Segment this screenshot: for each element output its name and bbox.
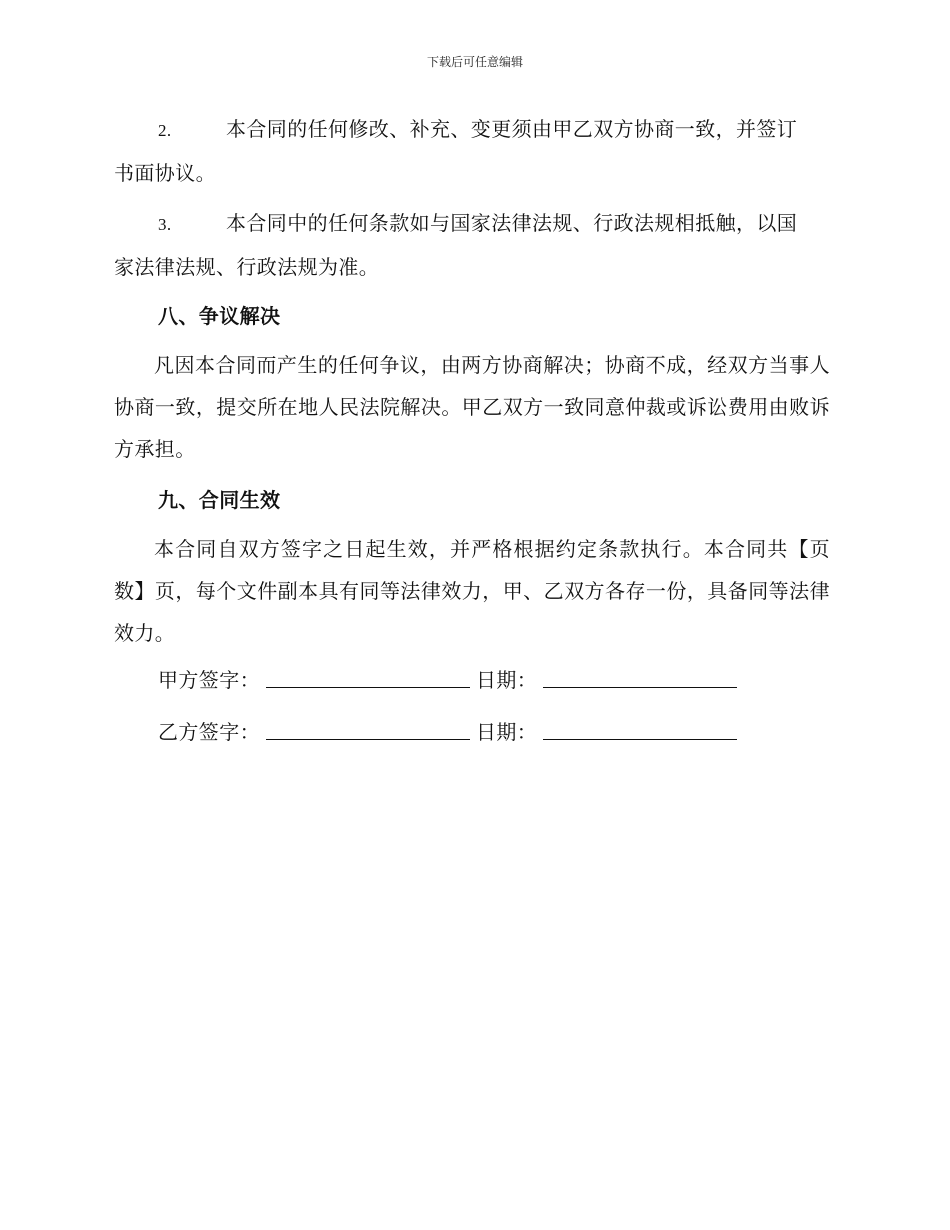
section-body-contract-effect: 本合同自双方签字之日起生效，并严格根据约定条款执行。本合同共【页数】页，每个文件副本具有同等法律效力，甲、乙双方各存一份，具备同等法律效力。 [114, 537, 830, 645]
party-a-signature-line [266, 669, 470, 688]
section-heading-contract-effect: 九、合同生效 [158, 488, 281, 512]
clause-text-line1: 本合同中的任何条款如与国家法律法规、行政法规相抵触，以国 [226, 211, 798, 235]
page-header: 下载后可任意编辑 [426, 55, 523, 69]
party-a-date-line [543, 669, 737, 688]
clause-3 [114, 202, 830, 288]
party-b-date-label: 日期： [476, 720, 538, 744]
clause-text-line1: 本合同的任何修改、补充、变更须由甲乙双方协商一致，并签订 [226, 117, 798, 141]
party-b-signature-line [266, 721, 470, 740]
party-b-signature-label: 乙方签字： [158, 720, 260, 744]
section-heading-dispute-resolution: 八、争议解决 [158, 304, 281, 328]
party-a-date-label: 日期： [476, 668, 538, 692]
party-b-date-line [543, 721, 737, 740]
section-body-dispute-resolution: 凡因本合同而产生的任何争议，由两方协商解决；协商不成，经双方当事人协商一致，提交所在地人民法院解决。甲乙双方一致同意仲裁或诉讼费用由败诉方承担。 [114, 353, 830, 461]
signature-row-party-a [114, 654, 830, 706]
clause-text-line2: 书面协议。 [114, 161, 216, 185]
signature-row-party-b [114, 706, 830, 758]
clause-text-line2: 家法律法规、行政法规为准。 [114, 255, 380, 279]
party-a-signature-label: 甲方签字： [158, 668, 260, 692]
clause-number: 3. [158, 215, 172, 234]
clause-number: 2. [158, 121, 172, 140]
clause-2 [114, 108, 830, 194]
document-body [114, 108, 830, 758]
